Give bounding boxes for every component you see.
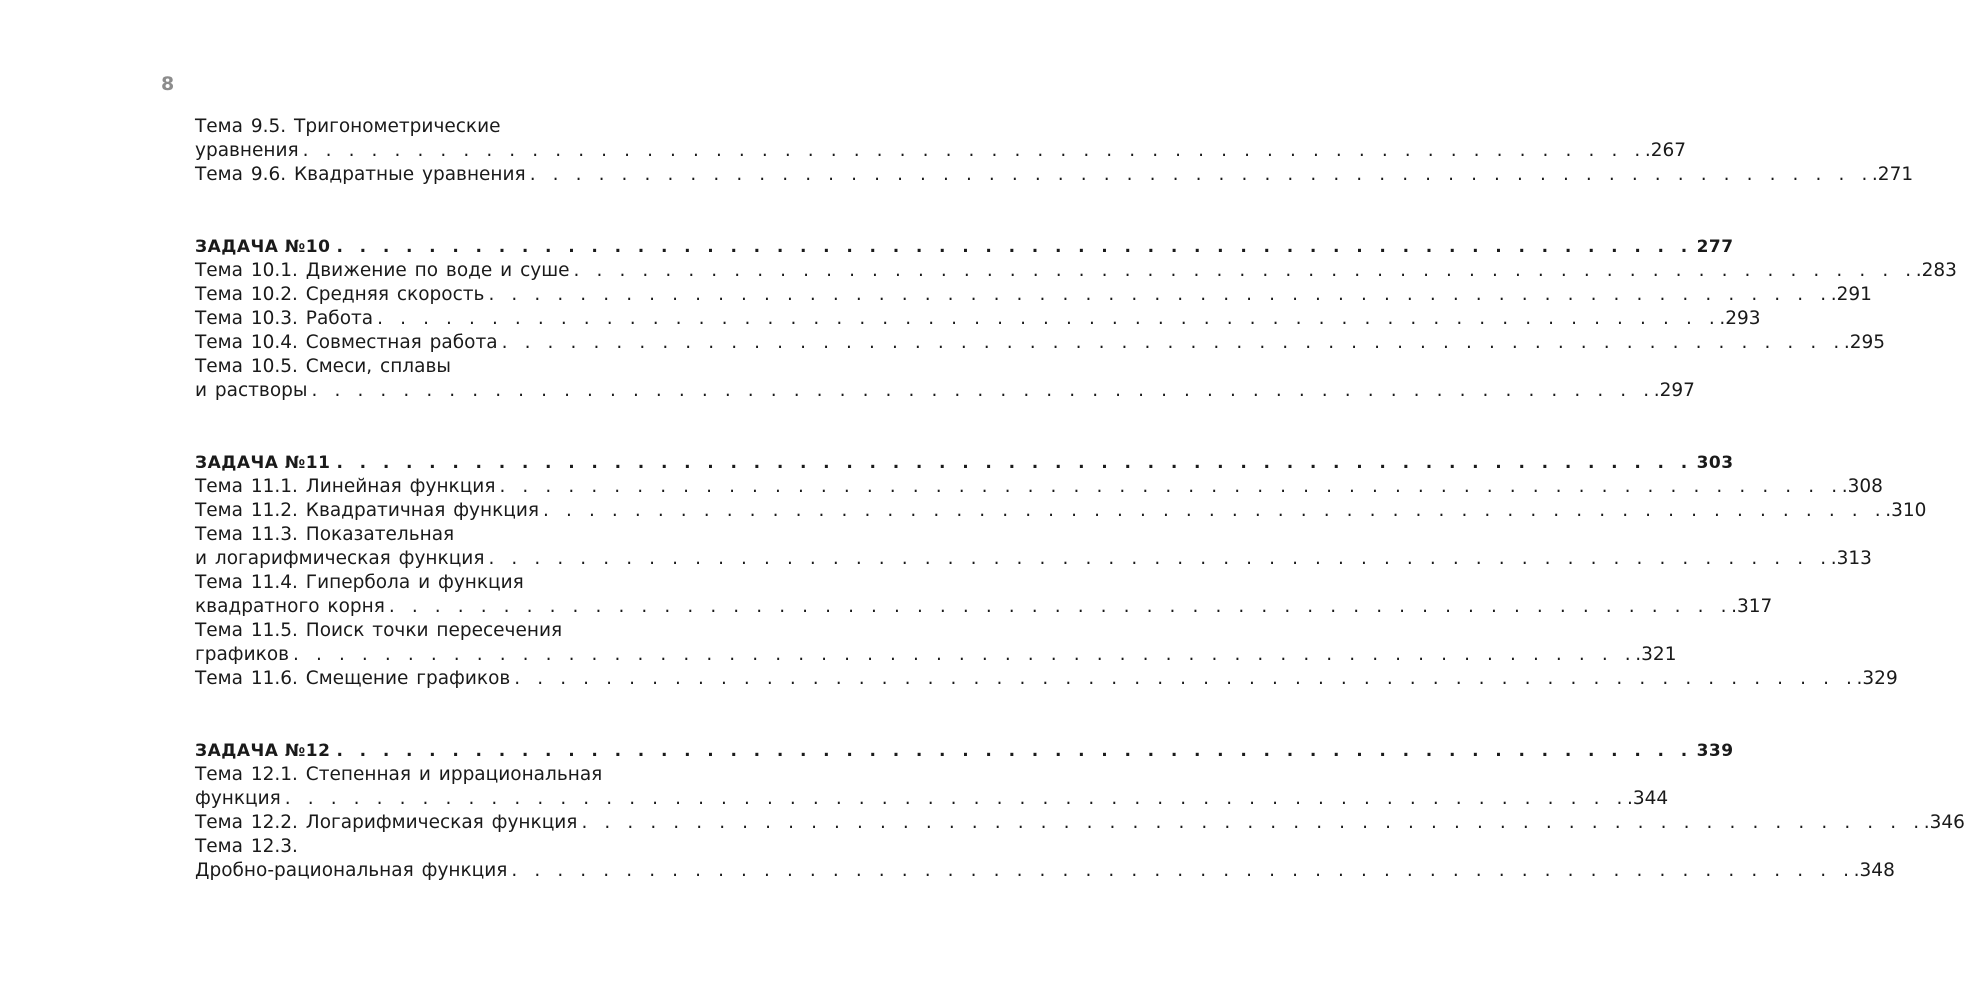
leader-dots: . . . . . . . . . . . . . . . . . . . . . . . . . . . . . . . . . . . . . . . . . . . . . . . . . . . . . . . . . . . (336, 741, 1693, 761)
toc-entry-12-1-line1[interactable]: Тема 12.1. Степенная и иррациональная (195, 764, 603, 785)
toc-entry-label: Тема 10.3. Работа (195, 308, 374, 329)
toc-entry-page: .291 (1830, 284, 1872, 305)
toc-entry-label: Тема 10.4. Совместная работа (195, 332, 498, 353)
toc-entry-9-5[interactable] (195, 139, 1687, 163)
leader-dots: . . . . . . . . . . . . . . . . . . . . . . . . . . . . . . . . . . . . . . . . . . . . . . . . . . . . . . . . . . . (573, 260, 1916, 281)
toc-entry-11-4[interactable] (195, 595, 1773, 619)
toc-group-task9 (195, 115, 1914, 187)
section-title: ЗАДАЧА №11 (195, 453, 331, 473)
toc-entry-label: Тема 10.2. Средняя скорость (195, 284, 485, 305)
toc-section-task12 (195, 739, 1965, 883)
toc-entry-page: .344 (1627, 788, 1669, 809)
toc-entry-page: .329 (1856, 668, 1898, 689)
toc-entry-page: .295 (1843, 332, 1886, 353)
toc-entry-10-5-line1[interactable]: Тема 10.5. Смеси, сплавы (195, 356, 451, 377)
toc-entry-12-3-line1[interactable]: Тема 12.3. (195, 836, 298, 857)
section-page: 303 (1696, 453, 1734, 473)
toc-entry-12-1[interactable] (195, 787, 1669, 811)
leader-dots: . . . . . . . . . . . . . . . . . . . . . . . . . . . . . . . . . . . . . . . . . . . . . . . . . . . . . . . . . . . (501, 332, 1844, 353)
leader-dots: . . . . . . . . . . . . . . . . . . . . . . . . . . . . . . . . . . . . . . . . . . . . . . . . . . . . . . . . . . . (293, 644, 1636, 665)
toc-entry-page: .317 (1731, 596, 1773, 617)
toc-entry-label: Тема 10.1. Движение по воде и суше (195, 260, 570, 281)
toc-entry-10-5[interactable] (195, 379, 1695, 403)
toc-entry-page: .310 (1885, 500, 1927, 521)
toc-section-heading[interactable] (195, 739, 1734, 763)
leader-dots: . . . . . . . . . . . . . . . . . . . . . . . . . . . . . . . . . . . . . . . . . . . . . . . . . . . . . . . . . . . (514, 668, 1857, 689)
leader-dots: . . . . . . . . . . . . . . . . . . . . . . . . . . . . . . . . . . . . . . . . . . . . . . . . . . . . . . . . . . . (336, 237, 1693, 257)
toc-entry-10-3[interactable] (195, 307, 1761, 331)
table-of-contents (195, 115, 1965, 883)
toc-entry-12-3[interactable] (195, 859, 1895, 883)
toc-entry-page: .267 (1644, 140, 1687, 161)
toc-entry-10-4[interactable] (195, 331, 1886, 355)
toc-entry-label: Дробно-рациональная функция (195, 860, 508, 881)
toc-entry-label: Тема 11.6. Смещение графиков (195, 668, 511, 689)
toc-entry-11-3[interactable] (195, 547, 1872, 571)
toc-entry-label: Тема 11.2. Квадратичная функция (195, 500, 540, 521)
leader-dots: . . . . . . . . . . . . . . . . . . . . . . . . . . . . . . . . . . . . . . . . . . . . . . . . . . . . . . . . . . . (581, 812, 1924, 833)
toc-entry-page: .308 (1841, 476, 1883, 497)
section-page: 339 (1696, 741, 1734, 761)
toc-entry-9-6[interactable] (195, 163, 1914, 187)
toc-entry-11-5[interactable] (195, 643, 1677, 667)
leader-dots: . . . . . . . . . . . . . . . . . . . . . . . . . . . . . . . . . . . . . . . . . . . . . . . . . . . . . . . . . . . (336, 453, 1693, 473)
page-number: 8 (161, 73, 175, 95)
toc-section-task10 (195, 235, 1957, 403)
leader-dots: . . . . . . . . . . . . . . . . . . . . . . . . . . . . . . . . . . . . . . . . . . . . . . . . . . . . . . . . . . . (499, 476, 1842, 497)
toc-entry-11-2[interactable] (195, 499, 1927, 523)
leader-dots: . . . . . . . . . . . . . . . . . . . . . . . . . . . . . . . . . . . . . . . . . . . . . . . . . . . . . . . . . . . (529, 164, 1872, 185)
toc-section-heading[interactable] (195, 235, 1734, 259)
leader-dots: . . . . . . . . . . . . . . . . . . . . . . . . . . . . . . . . . . . . . . . . . . . . . . . . . . . . . . . . . . . (311, 380, 1654, 401)
toc-entry-page: .313 (1830, 548, 1872, 569)
toc-entry-page: .348 (1853, 860, 1895, 881)
toc-entry-label: Тема 11.1. Линейная функция (195, 476, 496, 497)
toc-section-task11 (195, 451, 1927, 691)
toc-entry-11-4-line1[interactable]: Тема 11.4. Гипербола и функция (195, 572, 524, 593)
toc-entry-10-2[interactable] (195, 283, 1872, 307)
toc-entry-page: .346 (1923, 812, 1965, 833)
toc-entry-9-5-line1[interactable]: Тема 9.5. Тригонометрические (195, 116, 501, 137)
section-title: ЗАДАЧА №12 (195, 741, 331, 761)
toc-entry-11-3-line1[interactable]: Тема 11.3. Показательная (195, 524, 455, 545)
toc-entry-label: квадратного корня (195, 596, 385, 617)
leader-dots: . . . . . . . . . . . . . . . . . . . . . . . . . . . . . . . . . . . . . . . . . . . . . . . . . . . . . . . . . . . (488, 548, 1831, 569)
toc-entry-label: Тема 12.2. Логарифмическая функция (195, 812, 578, 833)
toc-entry-10-1[interactable] (195, 259, 1957, 283)
leader-dots: . . . . . . . . . . . . . . . . . . . . . . . . . . . . . . . . . . . . . . . . . . . . . . . . . . . . . . . . . . . (543, 500, 1886, 521)
leader-dots: . . . . . . . . . . . . . . . . . . . . . . . . . . . . . . . . . . . . . . . . . . . . . . . . . . . . . . . . . . . (511, 860, 1854, 881)
toc-entry-page: .283 (1915, 260, 1957, 281)
leader-dots: . . . . . . . . . . . . . . . . . . . . . . . . . . . . . . . . . . . . . . . . . . . . . . . . . . . . . . . . . . . (388, 596, 1732, 617)
toc-entry-page: .321 (1635, 644, 1677, 665)
toc-entry-label: и логарифмическая функция (195, 548, 485, 569)
toc-entry-page: .271 (1871, 164, 1914, 185)
leader-dots: . . . . . . . . . . . . . . . . . . . . . . . . . . . . . . . . . . . . . . . . . . . . . . . . . . . . . . . . . . . (284, 788, 1628, 809)
toc-entry-12-2[interactable] (195, 811, 1965, 835)
toc-entry-page: .297 (1653, 380, 1695, 401)
toc-entry-label: Тема 9.6. Квадратные уравнения (195, 164, 526, 185)
toc-entry-label: уравнения (195, 140, 299, 161)
toc-entry-11-1[interactable] (195, 475, 1883, 499)
toc-entry-11-5-line1[interactable]: Тема 11.5. Поиск точки пересечения (195, 620, 563, 641)
toc-entry-label: графиков (195, 644, 290, 665)
leader-dots: . . . . . . . . . . . . . . . . . . . . . . . . . . . . . . . . . . . . . . . . . . . . . . . . . . . . . . . . . . . (302, 140, 1645, 161)
toc-section-heading[interactable] (195, 451, 1734, 475)
toc-entry-label: и растворы (195, 380, 308, 401)
section-title: ЗАДАЧА №10 (195, 237, 331, 257)
section-page: 277 (1696, 237, 1734, 257)
toc-entry-11-6[interactable] (195, 667, 1898, 691)
leader-dots: . . . . . . . . . . . . . . . . . . . . . . . . . . . . . . . . . . . . . . . . . . . . . . . . . . . . . . . . . . . (488, 284, 1831, 305)
toc-entry-page: .293 (1719, 308, 1761, 329)
leader-dots: . . . . . . . . . . . . . . . . . . . . . . . . . . . . . . . . . . . . . . . . . . . . . . . . . . . . . . . . . . . (377, 308, 1720, 329)
toc-entry-label: функция (195, 788, 281, 809)
